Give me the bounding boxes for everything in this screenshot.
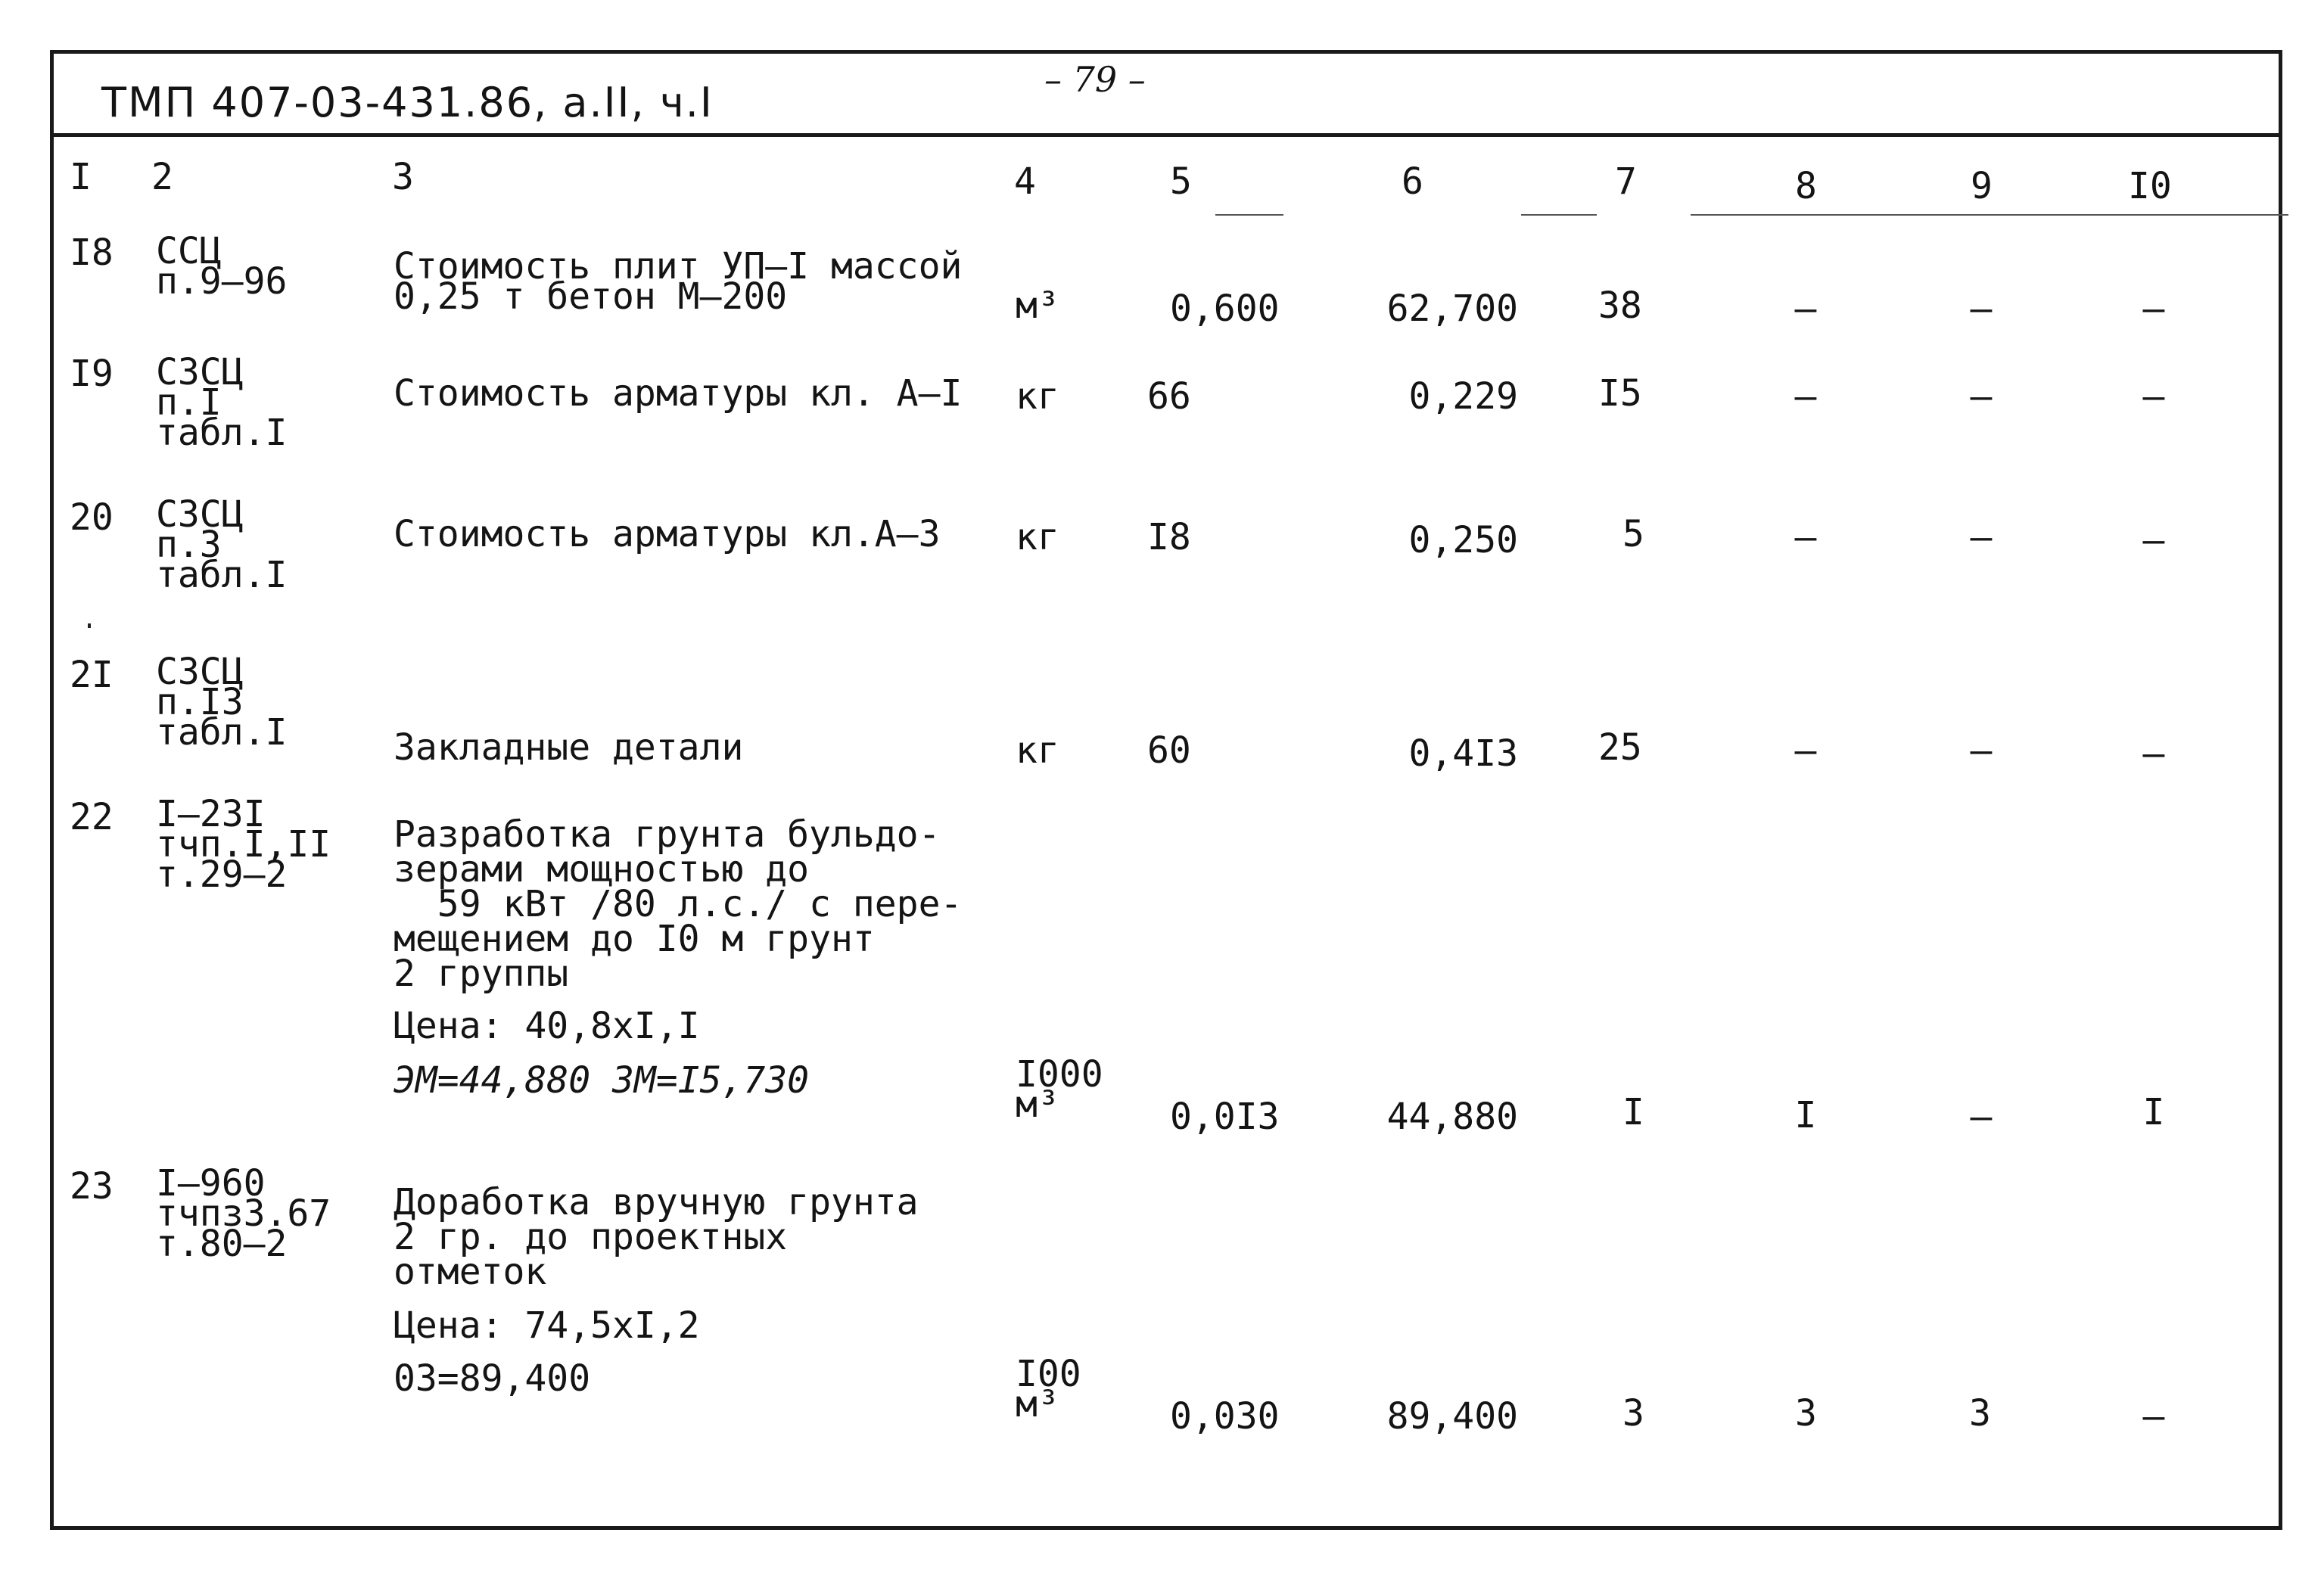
row-col9: 3: [1969, 1392, 1991, 1435]
row-code: СЗСЦ п.I табл.I: [156, 351, 288, 454]
row-number: I8: [70, 232, 114, 274]
row-col9: –: [1970, 1096, 1993, 1138]
row-code: СЗСЦ п.3 табл.I: [156, 493, 288, 596]
row-number: 23: [70, 1165, 114, 1208]
col-header-3: 3: [392, 156, 414, 198]
row-quantity: I8: [1147, 516, 1191, 558]
row-col9: –: [1970, 516, 1993, 558]
row-number: 20: [70, 496, 114, 539]
row-price: 62,700: [1386, 288, 1518, 330]
row-description: Стоимость плит УП–I массой 0,25 т бетон М–200: [394, 245, 963, 318]
row-col7: 25: [1598, 726, 1642, 769]
row-col7: 5: [1622, 513, 1644, 555]
row-price: 0,250: [1408, 519, 1518, 561]
row-code: ССЦ п.9–96: [156, 230, 288, 303]
row-description: Разработка грунта бульдо- зерами мощностью до 59 кВт /80 л.с./ с пере- мещением до I0 м грунт 2 группы: [394, 813, 963, 995]
row-price-formula: Цена: 40,8хI,I: [394, 1005, 700, 1047]
col-header-7: 7: [1615, 160, 1637, 203]
row-unit: м³: [1016, 284, 1059, 327]
row-col7: 38: [1598, 284, 1642, 327]
row-quantity: 0,600: [1170, 288, 1280, 330]
row-col10: –: [2142, 375, 2165, 418]
row-quantity: 60: [1147, 729, 1191, 772]
header-rule: [50, 133, 2282, 137]
row-code: I–960 тчпз3.67 т.80–2: [156, 1162, 331, 1265]
row-price: 0,4I3: [1408, 732, 1518, 775]
row-col8: –: [1794, 516, 1817, 558]
separator: [1215, 214, 1283, 216]
row-price: 44,880: [1386, 1096, 1518, 1138]
row-col7: I: [1622, 1091, 1644, 1133]
row-col8: –: [1794, 375, 1817, 418]
row-col10: –: [2142, 519, 2165, 561]
page-frame: [50, 50, 2282, 1530]
row-price-formula: Цена: 74,5хI,2: [394, 1304, 700, 1347]
row-col8: –: [1794, 729, 1817, 772]
col-header-5: 5: [1170, 160, 1192, 203]
row-number: I9: [70, 353, 114, 395]
row-col8: –: [1794, 288, 1817, 330]
row-description: Стоимость арматуры кл. А–I: [394, 372, 963, 415]
col-header-8: 8: [1795, 165, 1817, 207]
row-col7: I5: [1598, 372, 1642, 415]
row-unit: кг: [1016, 516, 1059, 558]
row-col10: –: [2142, 288, 2165, 330]
row-price: 89,400: [1386, 1395, 1518, 1438]
row-col9: –: [1970, 729, 1993, 772]
col-header-6: 6: [1402, 160, 1423, 203]
col-header-1: I: [70, 156, 92, 198]
separator: [1691, 214, 2288, 216]
row-quantity: 66: [1147, 375, 1191, 418]
row-cost-components: 03=89,400: [394, 1357, 591, 1400]
speck-mark: [88, 623, 91, 628]
col-header-4: 4: [1014, 160, 1036, 203]
row-description: Доработка вручную грунта 2 гр. до проектных отметок: [394, 1181, 919, 1293]
row-col10: I: [2142, 1091, 2165, 1133]
row-col9: –: [1970, 375, 1993, 418]
document-reference: ТМП 407-03-431.86, а.II, ч.I: [101, 79, 714, 126]
separator: [1521, 214, 1597, 216]
row-code: I–23I тчп.I,II т.29–2: [156, 793, 331, 896]
row-col9: –: [1970, 288, 1993, 330]
row-description: Стоимость арматуры кл.А–3: [394, 513, 941, 555]
row-unit: I00 м³: [1016, 1353, 1081, 1425]
row-col8: 3: [1795, 1392, 1817, 1435]
row-col7: 3: [1622, 1392, 1644, 1435]
row-unit: кг: [1016, 375, 1059, 418]
col-header-10: I0: [2128, 165, 2172, 207]
row-code: СЗСЦ п.I3 табл.I: [156, 651, 288, 754]
row-unit: кг: [1016, 729, 1059, 772]
row-description: Закладные детали: [394, 726, 744, 769]
row-unit: I000 м³: [1016, 1053, 1103, 1126]
page-number: – 79 –: [1044, 59, 1146, 100]
row-col10: –: [2142, 732, 2165, 775]
row-col8: I: [1794, 1094, 1817, 1136]
col-header-9: 9: [1971, 165, 1993, 207]
row-quantity: 0,0I3: [1170, 1096, 1280, 1138]
row-number: 22: [70, 796, 114, 838]
col-header-2: 2: [151, 156, 173, 198]
row-quantity: 0,030: [1170, 1395, 1280, 1438]
row-cost-components: ЭМ=44,880 ЗМ=I5,730: [394, 1059, 810, 1102]
row-number: 2I: [70, 654, 114, 696]
row-col10: –: [2142, 1395, 2165, 1438]
row-price: 0,229: [1408, 375, 1518, 418]
